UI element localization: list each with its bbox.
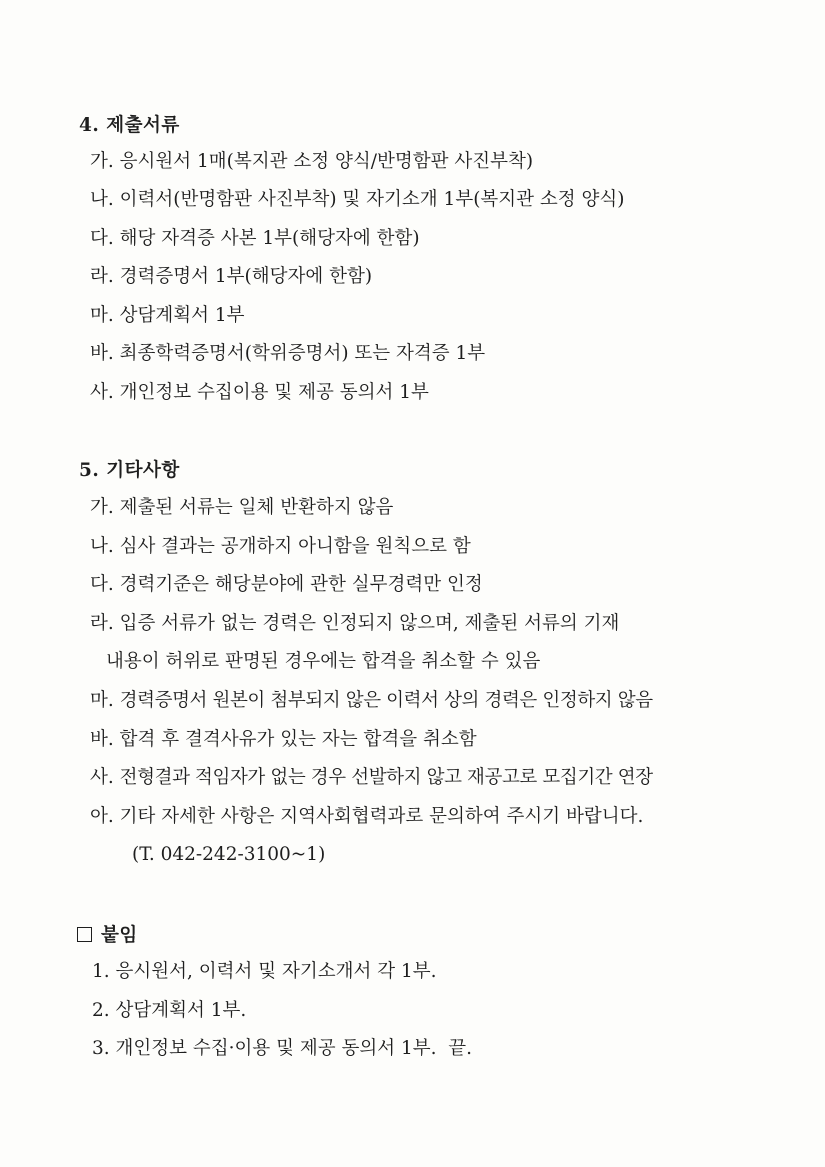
list-item xyxy=(90,304,245,328)
item-text: 응시원서, 이력서 및 자기소개서 각 1부. xyxy=(115,961,437,982)
item-text: 입증 서류가 없는 경력은 인정되지 않으며, 제출된 서류의 기재 xyxy=(119,613,620,634)
list-item xyxy=(90,689,653,713)
item-marker: 1. xyxy=(92,961,110,982)
item-text: 제출된 서류는 일체 반환하지 않음 xyxy=(119,497,394,518)
attachments-label: 붙임 xyxy=(101,925,138,946)
list-item xyxy=(90,535,471,559)
list-item xyxy=(90,342,485,366)
item-text: 전형결과 적임자가 없는 경우 선발하지 않고 재공고로 모집기간 연장 xyxy=(119,767,653,788)
list-item xyxy=(90,381,429,405)
item-marker: 마. xyxy=(90,305,114,326)
item-marker: 사. xyxy=(90,767,114,788)
item-marker: 다. xyxy=(90,574,114,595)
attachments-title xyxy=(77,924,138,948)
contact-phone xyxy=(132,843,325,867)
item-marker: 사. xyxy=(90,382,114,403)
list-item xyxy=(90,188,625,212)
item-text: 개인정보 수집이용 및 제공 동의서 1부 xyxy=(119,382,429,403)
list-item xyxy=(90,805,643,829)
list-item xyxy=(90,227,420,251)
item-text: 경력기준은 해당분야에 관한 실무경력만 인정 xyxy=(119,574,483,595)
list-item xyxy=(90,612,619,636)
item-marker: 나. xyxy=(90,189,114,210)
list-item xyxy=(90,150,533,174)
list-item-continuation xyxy=(106,650,540,674)
item-marker: 나. xyxy=(90,536,114,557)
item-text: 내용이 허위로 판명된 경우에는 합격을 취소할 수 있음 xyxy=(106,651,541,672)
list-item xyxy=(90,265,372,289)
list-item xyxy=(92,1037,472,1061)
item-marker: 아. xyxy=(90,806,114,827)
item-marker: 2. xyxy=(92,1000,110,1021)
item-marker: 가. xyxy=(90,497,114,518)
list-item xyxy=(90,496,393,520)
item-text: (T. 042-242-3100~1) xyxy=(132,844,326,865)
item-text: 최종학력증명서(학위증명서) 또는 자격증 1부 xyxy=(119,343,486,364)
item-text: 기타 자세한 사항은 지역사회협력과로 문의하여 주시기 바랍니다. xyxy=(119,806,644,827)
item-text: 경력증명서 1부(해당자에 한함) xyxy=(119,266,373,287)
item-text: 개인정보 수집·이용 및 제공 동의서 1부. 끝. xyxy=(115,1038,473,1059)
item-marker: 가. xyxy=(90,151,114,172)
item-marker: 마. xyxy=(90,690,114,711)
item-text: 상담계획서 1부 xyxy=(119,305,245,326)
item-text: 이력서(반명함판 사진부착) 및 자기소개 1부(복지관 소정 양식) xyxy=(119,189,625,210)
list-item xyxy=(92,960,437,984)
item-text: 상담계획서 1부. xyxy=(115,1000,247,1021)
section-4-title: 4. 제출서류 xyxy=(79,115,180,136)
item-marker: 3. xyxy=(92,1038,110,1059)
item-text: 합격 후 결격사유가 있는 자는 합격을 취소함 xyxy=(119,729,477,750)
item-marker: 라. xyxy=(90,613,114,634)
item-marker: 바. xyxy=(90,343,114,364)
item-text: 심사 결과는 공개하지 아니함을 원칙으로 함 xyxy=(119,536,471,557)
item-text: 경력증명서 원본이 첨부되지 않은 이력서 상의 경력은 인정하지 않음 xyxy=(119,690,653,711)
list-item xyxy=(92,999,246,1023)
item-marker: 바. xyxy=(90,729,114,750)
section-5-title: 5. 기타사항 xyxy=(79,460,180,481)
item-marker: 라. xyxy=(90,266,114,287)
item-marker: 다. xyxy=(90,228,114,249)
list-item xyxy=(90,728,477,752)
list-item xyxy=(90,573,483,597)
list-item xyxy=(90,766,653,790)
square-icon xyxy=(77,927,92,942)
item-text: 응시원서 1매(복지관 소정 양식/반명함판 사진부착) xyxy=(119,151,534,172)
item-text: 해당 자격증 사본 1부(해당자에 한함) xyxy=(119,228,420,249)
